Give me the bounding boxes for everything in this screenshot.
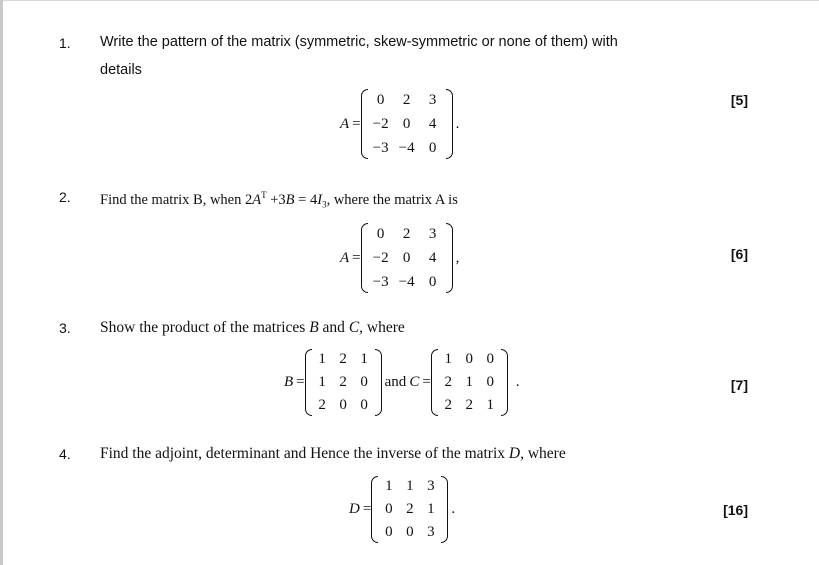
question-4-var-d: D [508,445,521,462]
question-1-equation [340,88,459,160]
matrix-cell: 0 [376,226,385,242]
question-2-marks: [6] [730,246,748,262]
matrix-cell: 1 [486,397,495,413]
question-1-text-line2: details [100,62,142,78]
question-3-number: 3. [59,320,71,336]
formula-eq4: = 4 [294,191,318,208]
question-3-suffix: , where [359,319,405,336]
formula-var-b: B [285,191,295,208]
matrix-cell: 2 [402,92,411,108]
formula-var-i: I [317,191,323,208]
matrix-cell: 3 [428,226,437,242]
question-2-text [100,190,458,210]
question-3-var-b: B [309,319,319,336]
matrix-cell: 1 [318,351,326,367]
matrix-cell: 2 [318,397,326,413]
matrix-a [361,88,453,160]
punctuation: . [455,115,460,132]
equals-sign: = [352,249,361,266]
matrix-cell: 1 [385,478,393,494]
matrix-cell: 4 [428,250,437,266]
matrix-cell: 1 [444,351,453,367]
matrix-a [361,222,453,294]
formula-var-a: A [252,191,262,208]
matrix-cell: 2 [465,397,474,413]
matrix-b-label: B [284,374,294,390]
matrix-cell: 1 [465,374,474,390]
matrix-cell: 3 [427,478,435,494]
matrix-cell: 1 [427,501,435,517]
formula-sub3: 3 [322,199,327,210]
equals-sign: = [422,374,431,390]
question-3-prefix: Show the product of the matrices [100,319,310,336]
formula-2: 2 [245,191,253,208]
matrix-c [431,348,508,417]
matrix-cell: 0 [385,524,393,540]
question-1-marks: [5] [730,92,748,108]
matrix-cell: 0 [428,274,437,290]
matrix-cell: 1 [318,374,326,390]
matrix-d-label: D [349,501,360,517]
equals-sign: = [352,115,361,132]
equals-sign: = [362,501,372,517]
matrix-cell: 0 [385,501,393,517]
question-4-suffix: , where [520,445,566,462]
formula-transpose: T [261,190,267,200]
formula-plus3: +3 [266,191,286,208]
matrix-cell: −3 [372,274,389,290]
question-4-prefix: Find the adjoint, determinant and Hence the inverse of the matrix [100,445,509,462]
matrix-cell: 2 [406,501,414,517]
matrix-cell: 2 [402,226,411,242]
matrix-a-label: A [340,249,350,266]
question-2-equation [340,222,459,294]
question-4-equation [349,475,455,544]
matrix-cell: −2 [372,116,389,132]
matrix-cell: 2 [339,374,347,390]
question-4-number: 4. [59,446,71,462]
matrix-cell: 0 [428,140,437,156]
matrix-cell: −3 [372,140,389,156]
matrix-cell: 2 [444,374,453,390]
matrix-c-label: C [409,374,420,390]
matrix-cell: 3 [427,524,435,540]
matrix-cell: 0 [376,92,385,108]
matrix-cell: 0 [402,250,411,266]
punctuation: . [451,501,456,517]
matrix-cell: −2 [372,250,389,266]
matrix-cell: 3 [428,92,437,108]
matrix-cell: 0 [360,397,368,413]
and-word: and [384,374,407,390]
matrix-d [371,475,448,544]
matrix-cell: 0 [465,351,474,367]
question-3-text [100,319,405,337]
question-3-and: and [318,319,349,336]
matrix-cell: 4 [428,116,437,132]
matrix-cell: −4 [398,274,415,290]
matrix-cell: 0 [486,374,495,390]
punctuation: , [455,249,460,266]
matrix-b [305,348,382,417]
matrix-a-label: A [340,115,350,132]
matrix-cell: −4 [398,140,415,156]
matrix-cell: 0 [406,524,414,540]
matrix-cell: 0 [360,374,368,390]
matrix-cell: 2 [444,397,453,413]
question-1-text-line1: Write the pattern of the matrix (symmetric, skew-symmetric or none of them) with [100,34,618,50]
question-2-number: 2. [59,189,71,205]
question-3-equation [284,348,520,417]
question-3-marks: [7] [730,377,748,393]
question-4-text [100,445,566,463]
equals-sign: = [296,374,305,390]
question-3-var-c: C [348,319,360,336]
punctuation: . [515,374,520,390]
question-2-suffix: , where the matrix A is [326,191,458,208]
question-2-prefix: Find the matrix B, when [100,191,245,208]
matrix-cell: 0 [486,351,495,367]
page-left-edge [0,0,3,565]
matrix-cell: 0 [339,397,347,413]
question-1-number: 1. [59,35,71,51]
matrix-cell: 2 [339,351,347,367]
page-top-edge [0,0,819,1]
matrix-cell: 1 [360,351,368,367]
question-4-marks: [16] [723,502,748,518]
matrix-cell: 1 [406,478,414,494]
matrix-cell: 0 [402,116,411,132]
